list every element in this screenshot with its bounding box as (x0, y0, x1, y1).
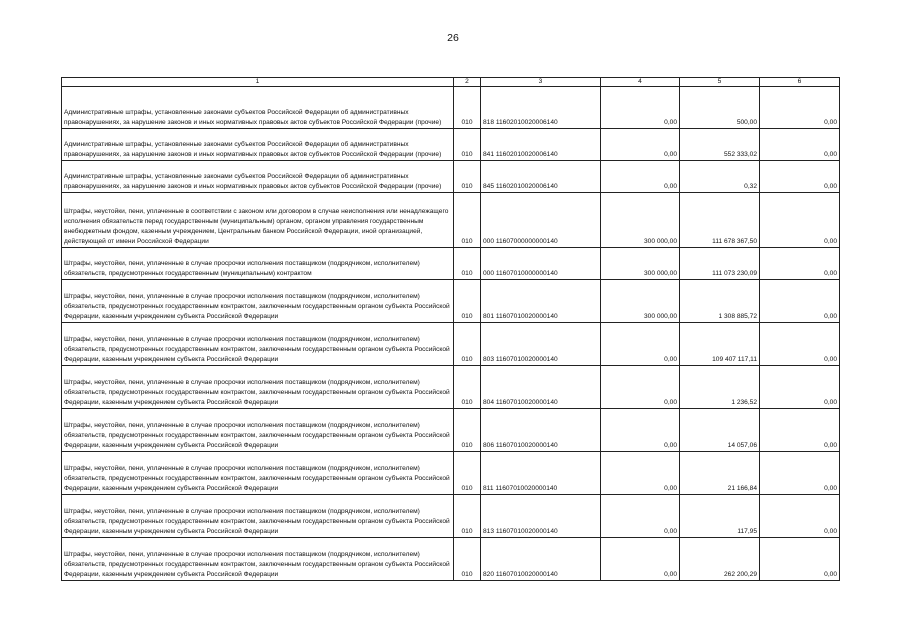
table-row (62, 495, 840, 538)
table-row (62, 193, 840, 248)
row-classification-code: 804 11607010020000140 (481, 366, 601, 409)
table-row (62, 280, 840, 323)
row-line-code: 010 (454, 495, 481, 538)
row-value-col4: 0,00 (601, 538, 680, 581)
column-header-5: 5 (680, 78, 760, 87)
column-header-6: 6 (760, 78, 840, 87)
row-line-code: 010 (454, 409, 481, 452)
row-classification-code: 000 11607010000000140 (481, 248, 601, 280)
row-description: Штрафы, неустойки, пени, уплаченные в соответствии с законом или договором в случае неисполнения или ненадлежащего исполнения обязательств перед государственным (муниципальным) органом, органом управления государственным внебюджетным фондом, казенным учреждением, Центральным банком Российской Федерации, иной организацией, действующей от имени Российской Федерации (62, 193, 454, 248)
row-classification-code: 803 11607010020000140 (481, 323, 601, 366)
row-value-col6: 0,00 (760, 409, 840, 452)
row-value-col5: 111 073 230,09 (680, 248, 760, 280)
table-row (62, 538, 840, 581)
row-line-code: 010 (454, 280, 481, 323)
row-classification-code: 820 11607010020000140 (481, 538, 601, 581)
column-header-3: 3 (481, 78, 601, 87)
table-row (62, 129, 840, 161)
table-row (62, 366, 840, 409)
row-description: Штрафы, неустойки, пени, уплаченные в случае просрочки исполнения поставщиком (подрядчиком, исполнителем) обязательств, предусмотренных государственным (муниципальным) контрактом (62, 248, 454, 280)
row-value-col5: 1 308 885,72 (680, 280, 760, 323)
row-value-col6: 0,00 (760, 248, 840, 280)
column-header-4: 4 (601, 78, 680, 87)
row-value-col4: 0,00 (601, 323, 680, 366)
row-classification-code: 801 11607010020000140 (481, 280, 601, 323)
row-description: Штрафы, неустойки, пени, уплаченные в случае просрочки исполнения поставщиком (подрядчиком, исполнителем) обязательств, предусмотренных государственным контрактом, заключенным государственным органом субъекта Российской Федерации, казенным учреждением субъекта Российской Федерации (62, 538, 454, 581)
row-line-code: 010 (454, 161, 481, 193)
table-row (62, 161, 840, 193)
row-value-col4: 0,00 (601, 366, 680, 409)
row-description: Штрафы, неустойки, пени, уплаченные в случае просрочки исполнения поставщиком (подрядчиком, исполнителем) обязательств, предусмотренных государственным контрактом, заключенным государственным органом субъекта Российской Федерации, казенным учреждением субъекта Российской Федерации (62, 452, 454, 495)
row-line-code: 010 (454, 323, 481, 366)
row-value-col5: 0,32 (680, 161, 760, 193)
row-description: Административные штрафы, установленные законами субъектов Российской Федерации об административных правонарушениях, за нарушение законов и иных нормативных правовых актов субъектов Российской Федерации (прочие) (62, 161, 454, 193)
row-classification-code: 818 11602010020006140 (481, 87, 601, 129)
row-description: Штрафы, неустойки, пени, уплаченные в случае просрочки исполнения поставщиком (подрядчиком, исполнителем) обязательств, предусмотренных государственным контрактом, заключенным государственным органом субъекта Российской Федерации, казенным учреждением субъекта Российской Федерации (62, 409, 454, 452)
row-value-col6: 0,00 (760, 280, 840, 323)
table-body (62, 87, 840, 581)
row-line-code: 010 (454, 452, 481, 495)
table-row (62, 452, 840, 495)
row-value-col5: 14 057,06 (680, 409, 760, 452)
page-number: 26 (447, 32, 459, 44)
row-value-col4: 300 000,00 (601, 248, 680, 280)
row-description: Административные штрафы, установленные законами субъектов Российской Федерации об административных правонарушениях, за нарушение законов и иных нормативных правовых актов субъектов Российской Федерации (прочие) (62, 129, 454, 161)
row-line-code: 010 (454, 248, 481, 280)
row-value-col4: 0,00 (601, 409, 680, 452)
row-value-col5: 500,00 (680, 87, 760, 129)
row-classification-code: 000 11607000000000140 (481, 193, 601, 248)
row-value-col4: 0,00 (601, 129, 680, 161)
table-row (62, 409, 840, 452)
row-value-col5: 111 678 367,50 (680, 193, 760, 248)
row-value-col5: 552 333,02 (680, 129, 760, 161)
table-header-row (62, 78, 840, 87)
row-value-col4: 300 000,00 (601, 193, 680, 248)
row-classification-code: 845 11602010020006140 (481, 161, 601, 193)
row-value-col6: 0,00 (760, 323, 840, 366)
row-value-col5: 109 407 117,11 (680, 323, 760, 366)
row-value-col6: 0,00 (760, 87, 840, 129)
column-header-1: 1 (62, 78, 454, 87)
row-value-col5: 262 200,29 (680, 538, 760, 581)
row-value-col4: 300 000,00 (601, 280, 680, 323)
row-line-code: 010 (454, 193, 481, 248)
row-value-col4: 0,00 (601, 452, 680, 495)
row-description: Штрафы, неустойки, пени, уплаченные в случае просрочки исполнения поставщиком (подрядчиком, исполнителем) обязательств, предусмотренных государственным контрактом, заключенным государственным органом субъекта Российской Федерации, казенным учреждением субъекта Российской Федерации (62, 495, 454, 538)
row-line-code: 010 (454, 129, 481, 161)
row-line-code: 010 (454, 87, 481, 129)
row-description: Штрафы, неустойки, пени, уплаченные в случае просрочки исполнения поставщиком (подрядчиком, исполнителем) обязательств, предусмотренных государственным контрактом, заключенным государственным органом субъекта Российской Федерации, казенным учреждением субъекта Российской Федерации (62, 366, 454, 409)
table-row (62, 248, 840, 280)
row-value-col5: 1 236,52 (680, 366, 760, 409)
row-value-col6: 0,00 (760, 538, 840, 581)
report-table (61, 77, 840, 581)
row-description: Штрафы, неустойки, пени, уплаченные в случае просрочки исполнения поставщиком (подрядчиком, исполнителем) обязательств, предусмотренных государственным контрактом, заключенным государственным органом субъекта Российской Федерации, казенным учреждением субъекта Российской Федерации (62, 280, 454, 323)
row-classification-code: 811 11607010020000140 (481, 452, 601, 495)
row-line-code: 010 (454, 538, 481, 581)
row-classification-code: 806 11607010020000140 (481, 409, 601, 452)
row-value-col5: 117,95 (680, 495, 760, 538)
row-line-code: 010 (454, 366, 481, 409)
row-description: Штрафы, неустойки, пени, уплаченные в случае просрочки исполнения поставщиком (подрядчиком, исполнителем) обязательств, предусмотренных государственным контрактом, заключенным государственным органом субъекта Российской Федерации, казенным учреждением субъекта Российской Федерации (62, 323, 454, 366)
column-header-2: 2 (454, 78, 481, 87)
table-row (62, 323, 840, 366)
row-value-col6: 0,00 (760, 129, 840, 161)
row-value-col6: 0,00 (760, 366, 840, 409)
table-row (62, 87, 840, 129)
row-description: Административные штрафы, установленные законами субъектов Российской Федерации об административных правонарушениях, за нарушение законов и иных нормативных правовых актов субъектов Российской Федерации (прочие) (62, 87, 454, 129)
row-value-col6: 0,00 (760, 452, 840, 495)
row-value-col6: 0,00 (760, 193, 840, 248)
row-value-col4: 0,00 (601, 87, 680, 129)
row-classification-code: 841 11602010020006140 (481, 129, 601, 161)
row-value-col4: 0,00 (601, 161, 680, 193)
row-classification-code: 813 11607010020000140 (481, 495, 601, 538)
row-value-col6: 0,00 (760, 495, 840, 538)
row-value-col5: 21 166,84 (680, 452, 760, 495)
row-value-col6: 0,00 (760, 161, 840, 193)
row-value-col4: 0,00 (601, 495, 680, 538)
